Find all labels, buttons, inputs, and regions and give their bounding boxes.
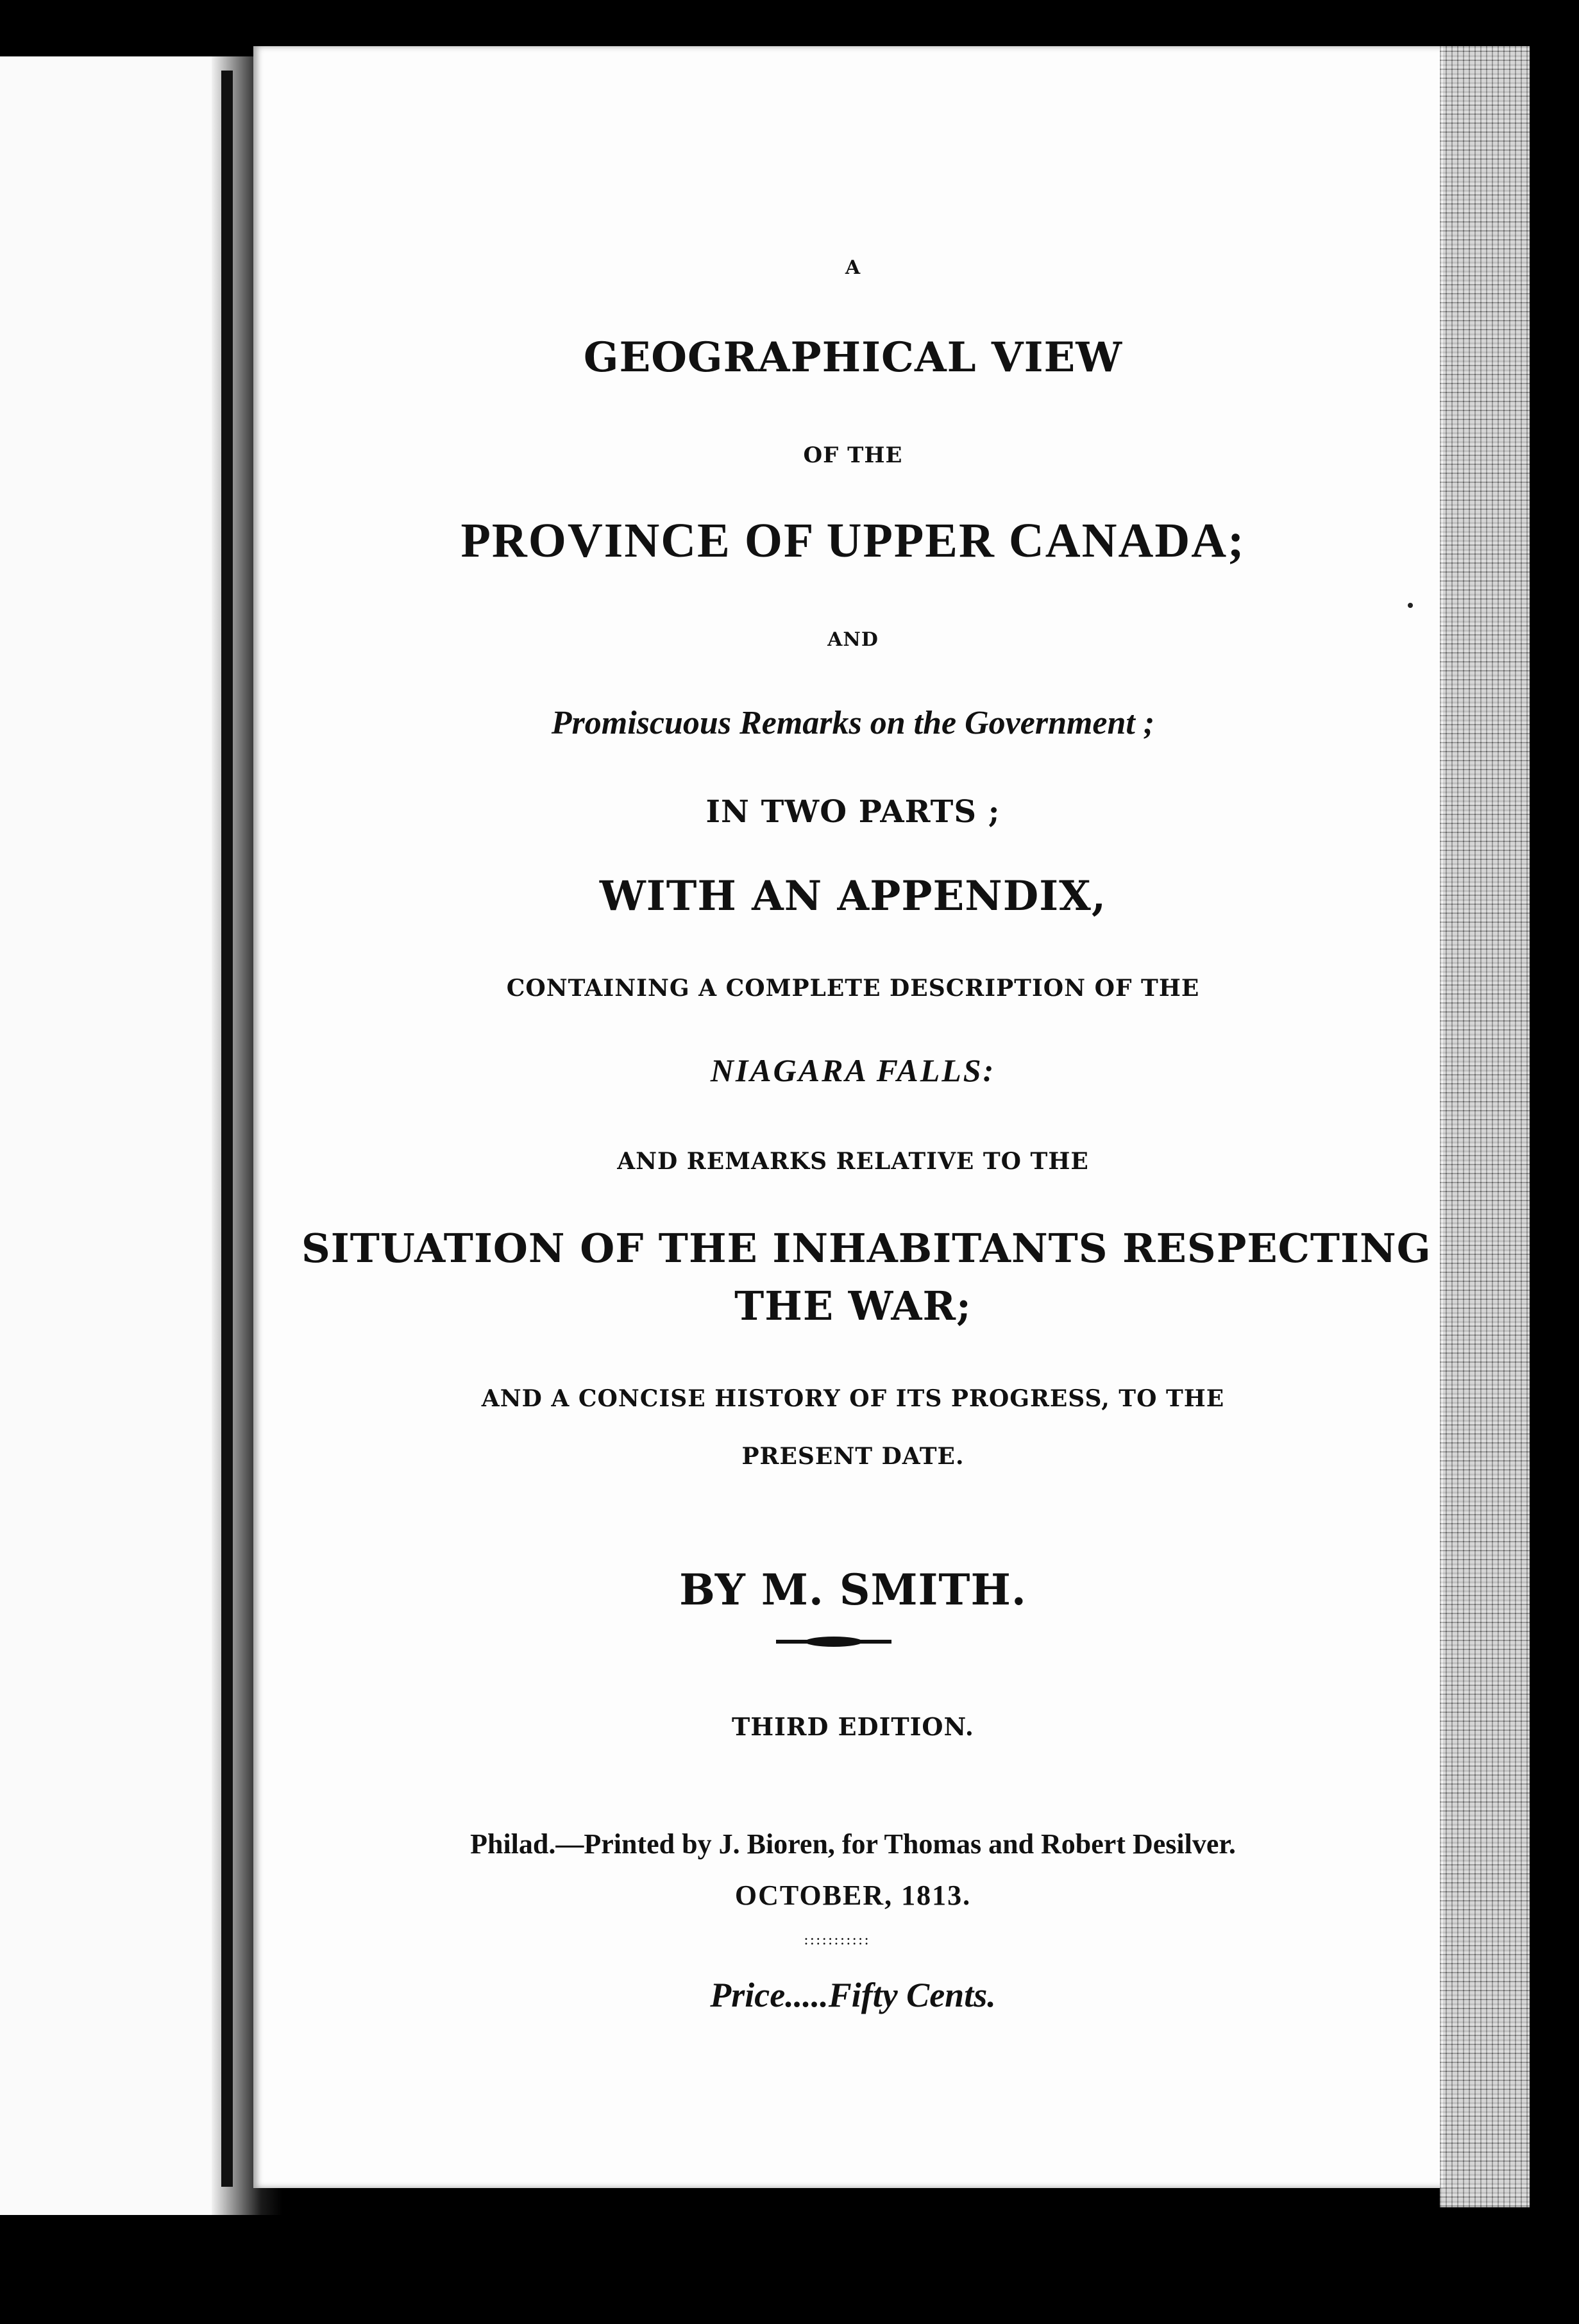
- remarks-line: AND REMARKS RELATIVE TO THE: [617, 1148, 1089, 1175]
- situation-line: SITUATION OF THE INHABITANTS RESPECTING: [301, 1225, 1431, 1272]
- title-line-2: PROVINCE OF UPPER CANADA;: [460, 514, 1245, 568]
- title-of-the: OF THE: [803, 442, 903, 468]
- book-gutter: [221, 71, 233, 2187]
- page-edges: [1440, 46, 1530, 2207]
- dotted-ornament: :::::::::::: [804, 1932, 870, 1948]
- containing-line: CONTAINING A COMPLETE DESCRIPTION OF THE: [506, 975, 1200, 1002]
- price-line: Price.....Fifty Cents.: [710, 1976, 996, 2014]
- war-line: THE WAR;: [734, 1283, 972, 1329]
- edition-line: THIRD EDITION.: [731, 1712, 975, 1741]
- publication-date: OCTOBER, 1813.: [734, 1880, 972, 1911]
- subtitle: Promiscuous Remarks on the Government ;: [551, 705, 1155, 741]
- appendix-line: WITH AN APPENDIX,: [599, 872, 1107, 920]
- parts-line: IN TWO PARTS ;: [705, 794, 1001, 830]
- ink-spot: [1408, 603, 1413, 608]
- title-and: AND: [827, 628, 879, 651]
- imprint-line: Philad.—Printed by J. Bioren, for Thomas and Robert Desilver.: [470, 1828, 1236, 1860]
- title-line-1: GEOGRAPHICAL VIEW: [583, 333, 1123, 382]
- ornamental-rule: [776, 1640, 891, 1644]
- facing-page-left: [0, 56, 282, 2215]
- present-date-line: PRESENT DATE.: [741, 1443, 965, 1470]
- niagara-line: NIAGARA FALLS:: [710, 1052, 996, 1088]
- author-line: BY M. SMITH.: [679, 1565, 1027, 1615]
- history-line: AND A CONCISE HISTORY OF ITS PROGRESS, TO THE: [481, 1385, 1225, 1412]
- title-article: A: [845, 257, 861, 279]
